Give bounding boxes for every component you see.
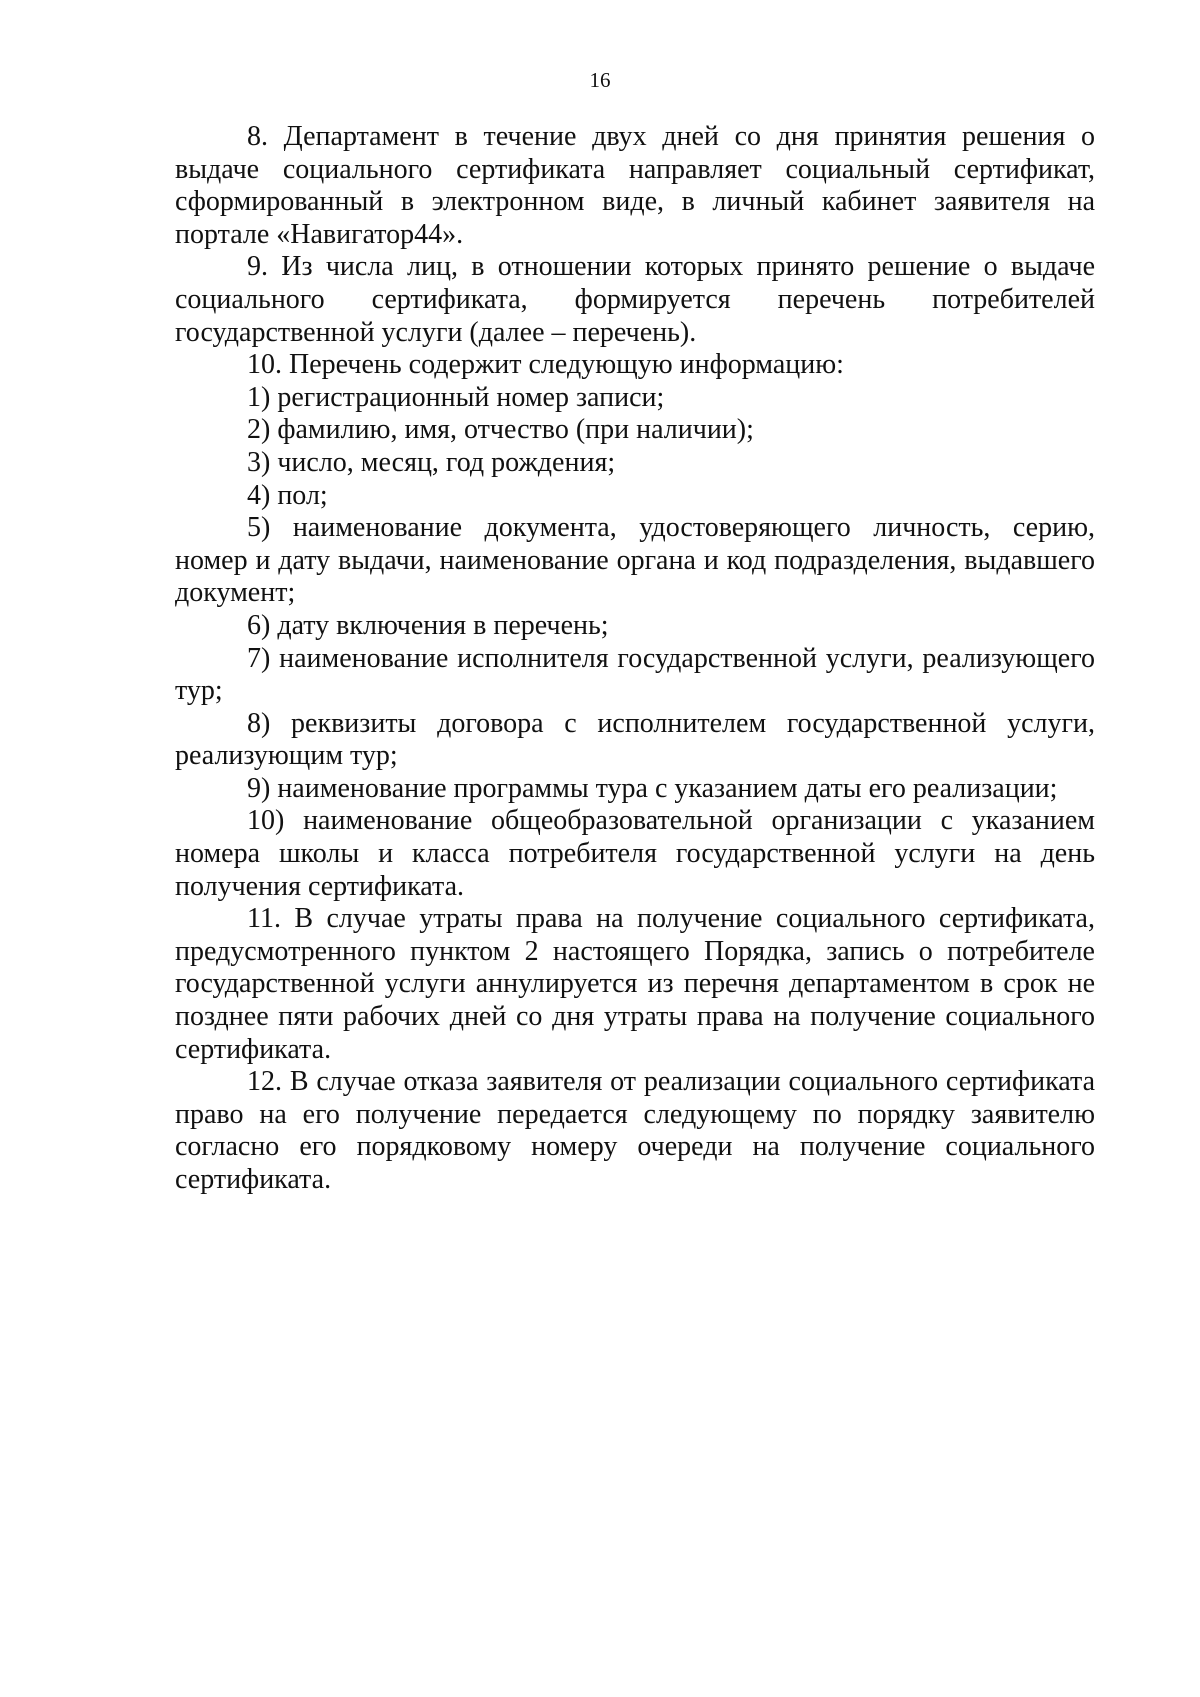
document-body [175,121,1095,1197]
list-item-9: 9) наименование программы тура с указанием даты его реализации; [247,772,1058,804]
paragraph-item-12: 12. В случае отказа заявителя от реализации социального сертификата право на его получение передается следующему по порядку заявителю согласно его порядковому номеру очереди на получение социального сертификата. [175,1066,1095,1195]
list-item-3: 3) число, месяц, год рождения; [247,446,616,478]
paragraph-item-8: 8. Департамент в течение двух дней со дня принятия решения о выдаче социального сертификата направляет социальный сертификат, сформированный в электронном виде, в личный кабинет заявителя на портале «Навигатор44». [175,121,1095,250]
page-number: 16 [589,68,611,92]
list-item-6: 6) дату включения в перечень; [247,609,609,641]
list-item-7: 7) наименование исполнителя государственной услуги, реализующего тур; [175,642,1095,707]
list-item-10: 10) наименование общеобразовательной организации с указанием номера школы и класса потребителя государственной услуги на день получения сертификата. [175,805,1095,902]
paragraph-item-11: 11. В случае утраты права на получение социального сертификата, предусмотренного пунктом 2 настоящего Порядка, запись о потребителе государственной услуги аннулируется из перечня департаментом в срок не позднее пяти рабочих дней со дня утраты права на получение социального сертификата. [175,903,1095,1065]
list-item-8: 8) реквизиты договора с исполнителем государственной услуги, реализующим тур; [175,707,1095,772]
list-item-2: 2) фамилию, имя, отчество (при наличии); [247,414,754,446]
list-item-1: 1) регистрационный номер записи; [247,381,665,413]
paragraph-item-10: 10. Перечень содержит следующую информацию: [247,349,844,381]
list-item-5: 5) наименование документа, удостоверяющего личность, серию, номер и дату выдачи, наименование органа и код подразделения, выдавшего документ; [175,512,1095,609]
list-item-4: 4) пол; [247,479,328,511]
paragraph-item-9: 9. Из числа лиц, в отношении которых принято решение о выдаче социального сертификата, формируется перечень потребителей государственной услуги (далее – перечень). [175,251,1095,348]
